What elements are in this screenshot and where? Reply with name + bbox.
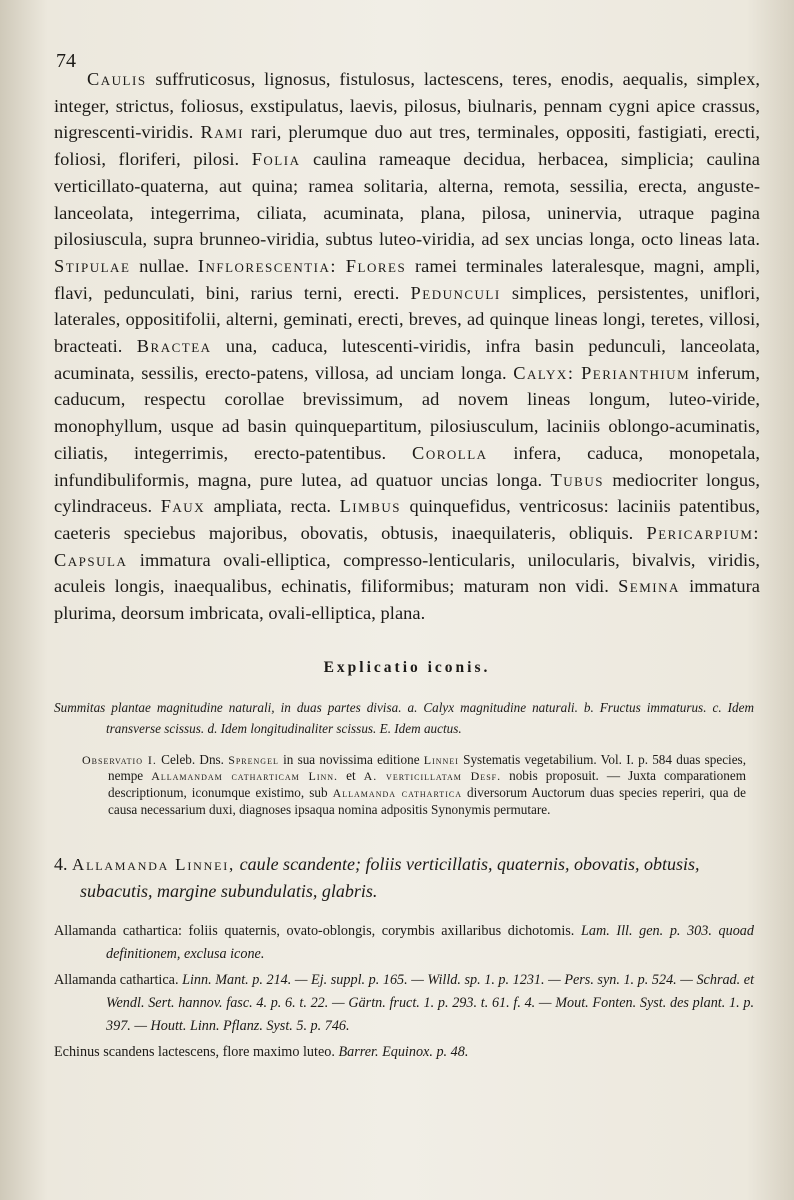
species-name: Allamanda Linnei, xyxy=(72,855,236,875)
section-heading: Explicatio iconis. xyxy=(323,658,491,676)
description-text: suffruticosus, lignosus, fistulosus, lactescens, teres, enodis, aequalis, simplex, integer, strictus, foliosus, exstipulatus, laevis, pilosus, biulnaris, pennam cygni apice crassus, nigrescenti-viridis. xyxy=(54,69,760,143)
description-term: Rami xyxy=(200,122,244,143)
description-term: Pedunculi xyxy=(410,282,501,303)
description-term: Perianthium xyxy=(581,362,691,383)
synonym-reference: Lam. Ill. gen. p. 303. quoad definitionem, exclusa icone. xyxy=(106,923,754,963)
synonym-entry xyxy=(54,920,754,966)
description-text: rari, plerumque duo aut tres, terminales, oppositi, fastigiati, erecti, foliosi, floriferi, pilosi. xyxy=(54,122,760,170)
figure-caption: Summitas plantae magnitudine naturali, in duas partes divisa. a. Calyx magnitudine naturali. b. Fructus immaturus. c. Idem transverse scissus. d. Idem longitudinaliter scissus. E. Idem auctus. xyxy=(54,699,754,736)
description-term: Stipulae xyxy=(54,255,131,276)
description-term: Faux xyxy=(160,496,206,517)
description-text: nullae. xyxy=(130,255,198,276)
description-text: caulina rameaque decidua, herbacea, simplicia; caulina verticillato-quaterna, aut quina; ramea solitaria, alterna, remota, sessilia, erecta, anguste-lanceolata, integerrima, ciliata, acuminata, plana, pilosa, uninervia, utraque pagina pilosiuscula, supra brunneo-viridia, subtus luteo-viridia, ad sex uncias longa, octo lineas lata. xyxy=(54,149,760,250)
observatio-label: Observatio I. xyxy=(82,752,157,767)
observatio-text-4: et xyxy=(338,768,364,784)
description-text: ramei terminales lateralesque, magni, ampli, flavi, pedunculati, bini, rarius terni, erecti. xyxy=(54,255,760,303)
observatio-text-5: nobis proposuit. — Juxta comparationem descriptionum, iconumque existimo, sub xyxy=(108,768,746,800)
description-text: immatura ovali-elliptica, compresso-lenticularis, unilocularis, bivalvis, viridis, aculeis longis, inaequalibus, echinatis, filiformibus; maturam non vidi. xyxy=(54,549,760,597)
species-allamanda-verticillata: A. verticillatam Desf. xyxy=(363,769,502,784)
synonym-entry xyxy=(54,969,754,1038)
page-number: 74 xyxy=(56,50,76,72)
description-text: ampliata, recta. xyxy=(205,496,340,517)
description-text: infera, caduca, monopetala, infundibuliformis, magna, pure lutea, ad quatuor uncias longa. xyxy=(54,442,761,490)
species-allamanda-cathartica: Allamandam catharticam Linn. xyxy=(151,769,339,784)
observatio-note xyxy=(82,752,746,818)
species-entry xyxy=(54,851,756,904)
description-term: Folia xyxy=(251,149,301,170)
description-term: Flores xyxy=(345,255,407,276)
species-description xyxy=(54,66,760,627)
observatio-text-2: in sua novissima editione xyxy=(278,751,424,767)
description-text: quinquefidus, ventricosus: laciniis patentibus, caeteris speciebus majoribus, obovatis, obtusis, inaequilateris, obliquis. xyxy=(54,496,760,543)
description-text: immatura plurima, deorsum imbricata, ovali-elliptica, plana. xyxy=(54,576,760,624)
synonym-name: Echinus scandens lactescens, flore maximo luteo. xyxy=(54,1044,335,1061)
description-term: Limbus xyxy=(339,496,401,517)
description-term: Bractea xyxy=(136,336,212,357)
species-diagnosis: caule scandente; foliis verticillatis, quaternis, obovatis, obtusis, subacutis, margine subundulatis, glabris. xyxy=(80,854,700,902)
synonym-reference: Barrer. Equinox. p. 48. xyxy=(334,1044,469,1061)
description-term: Capsula xyxy=(54,549,128,570)
observatio-text-3: Systematis vegetabilium. Vol. I. p. 584 duas species, nempe xyxy=(108,751,746,784)
synonym-entry xyxy=(54,1041,754,1064)
author-linnei: Linnei xyxy=(423,752,459,767)
author-sprengel: Sprengel xyxy=(228,752,279,767)
description-term: Pericarpium: xyxy=(646,522,760,543)
description-term: Calyx: xyxy=(513,362,575,383)
description-term: Inflorescentia: xyxy=(197,255,338,276)
description-text: una, caduca, lutescenti-viridis, infra basin pedunculi, lanceolata, acuminata, sessilis, erecto-patens, villosa, ad unciam longa. xyxy=(54,336,761,383)
synonym-name: Allamanda cathartica. xyxy=(54,972,179,989)
description-text: mediocriter longus, cylindraceus. xyxy=(54,469,760,517)
description-term: Corolla xyxy=(412,442,488,463)
description-text: inferum, caducum, respectu corollae brevissimum, ad novem lineas longum, luteo-viride, monophyllum, usque ad basin quinquepartitum, pilosiusculum, laciniis oblongo-acuminatis, ciliatis, integerrimis, erecto-patentibus. xyxy=(54,362,760,463)
species-allamanda-cathartica-2: Allamanda cathartica xyxy=(332,785,462,800)
description-term: Tubus xyxy=(550,469,604,490)
description-text xyxy=(337,256,346,276)
synonym-name: Allamanda cathartica: foliis quaternis, ovato-oblongis, corymbis axillaribus dichotomis. xyxy=(54,923,575,940)
observatio-text-6: diversorum Auctorum duas species reperiri, qua de causa necessarium duxi, diagnoses ipsaqua nomina adpositis Synonymis permutare. xyxy=(108,784,746,817)
species-number: 4. xyxy=(54,854,68,875)
observatio-text-1: Celeb. Dns. xyxy=(156,751,229,767)
description-term: Semina xyxy=(618,576,680,597)
description-text: simplices, persistentes, uniflori, laterales, oppositifolii, alterni, geminati, erecti, breves, ad quinque lineas longi, teretes, villosi, bracteati. xyxy=(54,282,760,357)
description-term: Caulis xyxy=(87,69,147,89)
synonym-reference: Linn. Mant. p. 214. — Ej. suppl. p. 165. — Willd. sp. 1. p. 1231. — Pers. syn. 1. p. 524. — Schrad. et Wendl. Sert. hannov. fasc. 4. p. 6. t. 22. — Gärtn. fruct. 1. p. 293. t. 61. f. 4. — Mout. Fonten. Syst. des plant. 1. p. 397. — Houtt. Linn. Pflanz. Syst. 5. p. 746. xyxy=(106,972,755,1035)
